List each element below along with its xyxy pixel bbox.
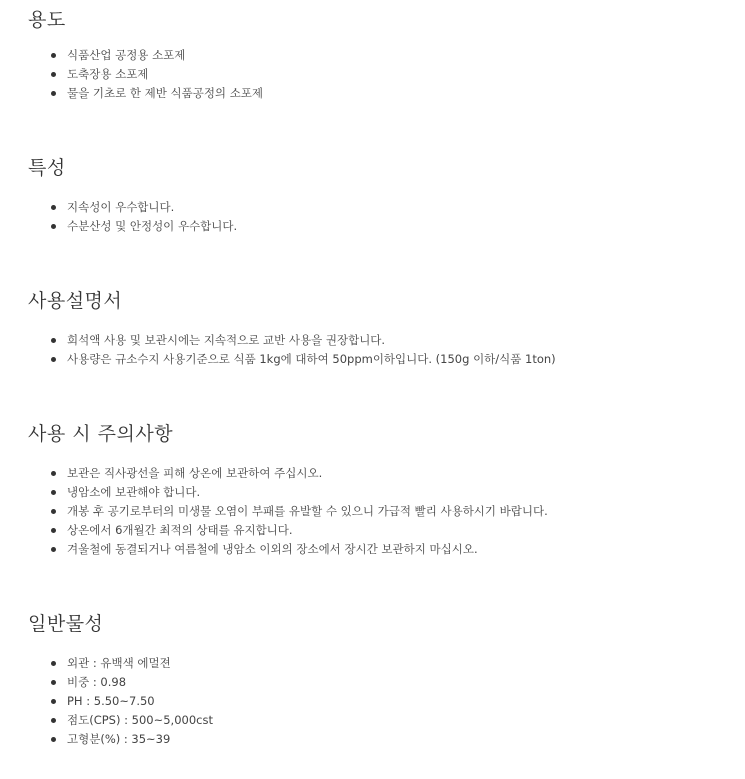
- list-item: 물을 기초로 한 제반 식품공정의 소포제: [51, 84, 735, 103]
- list-item: 식품산업 공정용 소포제: [51, 46, 735, 65]
- section-title: 특성: [28, 157, 66, 179]
- list-item: 점도(CPS) : 500~5,000cst: [51, 711, 735, 730]
- list-item: 보관은 직사광선을 피해 상온에 보관하여 주십시오.: [51, 464, 735, 483]
- list-item: 희석액 사용 및 보관시에는 지속적으로 교반 사용을 권장합니다.: [51, 331, 735, 350]
- list-item: 상온에서 6개월간 최적의 상태를 유지합니다.: [51, 521, 735, 540]
- section-title: 용도: [28, 9, 66, 31]
- bullet-list: [51, 198, 735, 236]
- section-instructions: [28, 289, 735, 366]
- section-precautions: [28, 422, 735, 556]
- bullet-list: [51, 464, 735, 559]
- list-item: 개봉 후 공기로부터의 미생물 오염이 부패를 유발할 수 있으니 가급적 빨리 사용하시기 바랍니다.: [51, 502, 735, 521]
- section-characteristics: [28, 156, 735, 233]
- list-item: 고형분(%) : 35~39: [51, 730, 735, 749]
- list-item: 냉암소에 보관해야 합니다.: [51, 483, 735, 502]
- list-item: 사용량은 규소수지 사용기준으로 식품 1kg에 대하여 50ppm이하입니다. (150g 이하/식품 1ton): [51, 350, 735, 369]
- list-item: 도축장용 소포제: [51, 65, 735, 84]
- bullet-list: [51, 331, 735, 369]
- bullet-list: [51, 654, 735, 749]
- list-item: 지속성이 우수합니다.: [51, 198, 735, 217]
- section-usage: [28, 8, 735, 100]
- list-item: 겨울철에 동결되거나 여름철에 냉암소 이외의 장소에서 장시간 보관하지 마십시오.: [51, 540, 735, 559]
- list-item: 외관 : 유백색 에멀젼: [51, 654, 735, 673]
- list-item: 비중 : 0.98: [51, 673, 735, 692]
- list-item: PH : 5.50~7.50: [51, 692, 735, 711]
- bullet-list: [51, 46, 735, 103]
- section-title: 사용 시 주의사항: [28, 423, 174, 445]
- section-general-properties: [28, 612, 735, 746]
- list-item: 수분산성 및 안정성이 우수합니다.: [51, 217, 735, 236]
- section-title: 사용설명서: [28, 290, 123, 312]
- section-title: 일반물성: [28, 613, 104, 635]
